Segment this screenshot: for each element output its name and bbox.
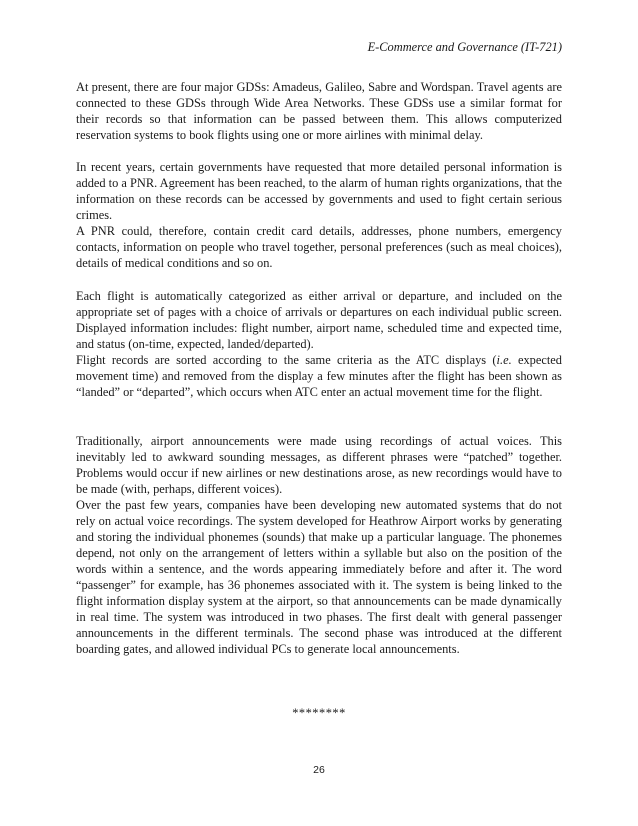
- paragraph-flight-categories: Each flight is automatically categorized as either arrival or departure, and included on the appropriate set of pages with a choice of arrivals or departures on each individual public screen. Displayed information includes: flight number, airport name, scheduled time and expected time, and status (on-time, expected, landed/departed).: [76, 288, 562, 351]
- running-header: E-Commerce and Governance (IT-721): [367, 40, 562, 54]
- flight-records-text-end: expected movement time) and removed from the display a few minutes after the flight has been shown as “landed” or “departed”, which occurs when ATC enter an actual movement time for the flight.: [76, 352, 563, 399]
- paragraph-automated-announcements: Over the past few years, companies have been developing new automated systems that do not rely on actual voice recordings. The system developed for Heathrow Airport works by generating and storing the individual phonemes (sounds) that make up a particular language. The phonemes depend, not only on the arrangement of letters within a syllable but also on the position of the words within a sentence, and the words appearing immediately before and after it. The word “passenger” for example, has 36 phonemes associated with it. The system is being linked to the flight information display system at the airport, so that announcements can be made dynamically in real time. The system was introduced in two phases. The first dealt with general passenger announcements in the different terminals. The second phase was introduced at the different boarding gates, and allowed individual PCs to generate local announcements.: [76, 498, 562, 657]
- flight-records-ie: i.e.: [496, 352, 512, 367]
- section-separator: ********: [292, 706, 346, 720]
- page-number: 26: [313, 764, 325, 776]
- paragraph-flight-records: [76, 352, 562, 400]
- paragraph-pnr-contents: A PNR could, therefore, contain credit card details, addresses, phone numbers, emergency contacts, information on people who travel together, personal preferences (such as meal choices), details of medical conditions and so on.: [76, 224, 562, 271]
- body-text: [76, 79, 562, 658]
- paragraph-gds: At present, there are four major GDSs: Amadeus, Galileo, Sabre and Wordspan. Travel agents are connected to these GDSs through Wide Area Networks. These GDSs use a similar format for their records so that information can be passed between them. This allows computerized reservation systems to book flights using one or more airlines with minimal delay.: [76, 80, 562, 143]
- paragraph-pnr-governments: In recent years, certain governments have requested that more detailed personal information is added to a PNR. Agreement has been reached, to the alarm of human rights organizations, that the information on these records can be accessed by governments and used to fight certain serious crimes.: [76, 160, 562, 223]
- flight-records-text-start: Flight records are sorted according to the same criteria as the ATC displays (: [76, 352, 497, 367]
- paragraph-traditional-announcements: Traditionally, airport announcements were made using recordings of actual voices. This inevitably led to awkward sounding messages, as different phrases were “patched” together. Problems would occur if new airlines or new destinations arose, as new recordings would have to be made (with, perhaps, different voices).: [76, 433, 562, 496]
